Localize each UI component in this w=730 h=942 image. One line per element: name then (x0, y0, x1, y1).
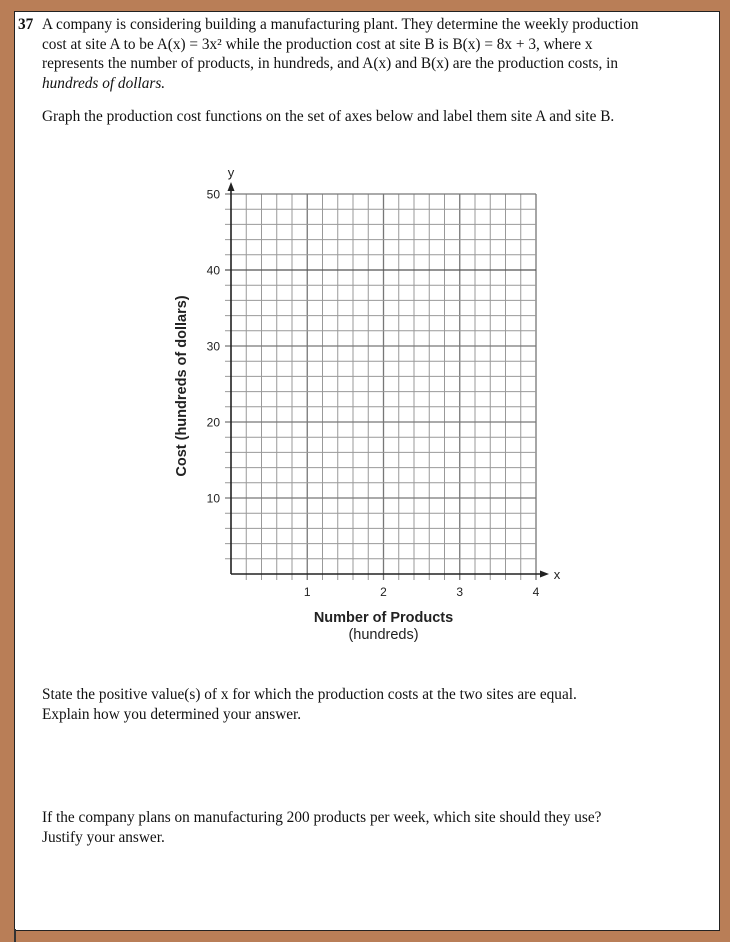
y-tick-label: 20 (206, 415, 220, 430)
question-line: represents the number of products, in hundreds, and A(x) and B(x) are the production costs, in (42, 55, 619, 72)
x-axis-arrow-icon (540, 571, 549, 578)
y-tick-label: 30 (206, 339, 220, 354)
prompt-line: Justify your answer. (42, 828, 165, 846)
y-axis-letter: y (227, 165, 235, 180)
question-line: A company is considering building a manufacturing plant. They determine the weekly production (42, 16, 639, 33)
prompt-line: If the company plans on manufacturing 200 products per week, which site should they use? (42, 809, 602, 826)
x-tick-label: 3 (456, 585, 464, 599)
question-line: hundreds of dollars. (42, 74, 166, 92)
x-tick-label: 4 (532, 585, 540, 599)
y-tick-label: 40 (206, 263, 220, 278)
part-200-products (42, 808, 601, 847)
part-equal-costs (42, 685, 577, 724)
x-axis-title: Number of Products (313, 610, 454, 626)
graph-instruction: Graph the production cost functions on the set of axes below and label them site A and site B. (42, 108, 615, 125)
prompt-line: Explain how you determined your answer. (42, 705, 302, 723)
question-number: 37 (18, 16, 34, 33)
prompt-line: State the positive value(s) of x for which the production costs at the two sites are equal. (42, 686, 577, 703)
y-tick-label: 10 (206, 491, 220, 506)
x-axis-subtitle: (hundreds) (348, 627, 419, 643)
x-axis-letter: x (553, 567, 561, 582)
y-tick-label: 50 (206, 187, 220, 202)
y-axis-title: Cost (hundreds of dollars) (174, 295, 190, 477)
y-axis-arrow-icon (228, 182, 235, 191)
x-tick-label: 1 (303, 585, 311, 599)
question-line: cost at site A to be A(x) = 3x² while the production cost at site B is B(x) = 8x + 3, where x (42, 35, 593, 53)
x-tick-label: 2 (380, 585, 387, 599)
